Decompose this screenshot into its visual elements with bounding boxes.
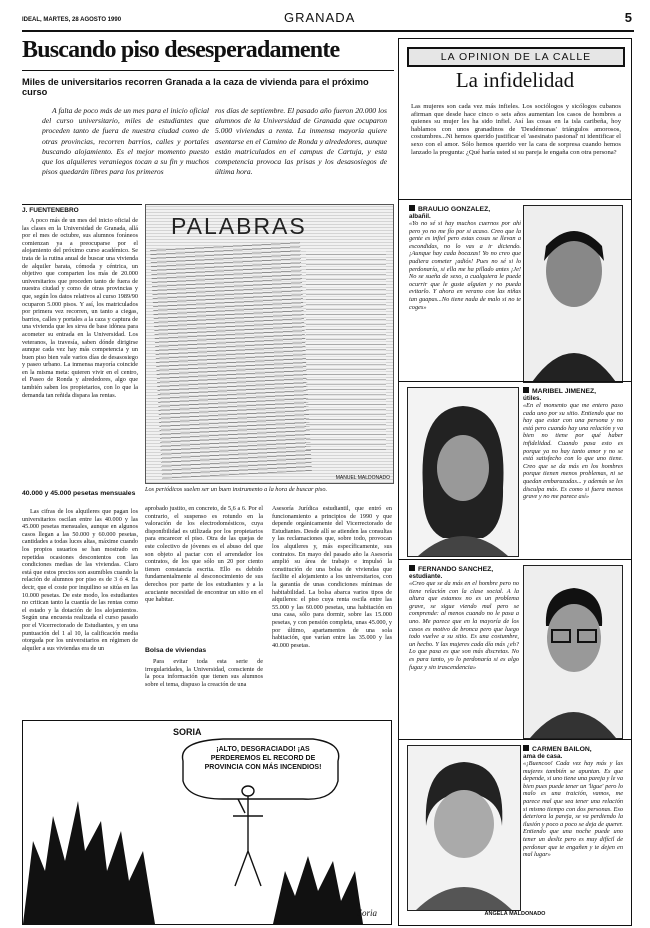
person-2-job: útiles. (523, 395, 542, 402)
photo-credit: MANUEL MALDONADO (335, 475, 390, 481)
fire-flames-right-icon (273, 856, 363, 924)
newspaper-photo (145, 204, 394, 484)
person-2-photo (407, 387, 519, 557)
divider (399, 381, 631, 382)
divider (399, 739, 631, 740)
page-number: 5 (624, 10, 632, 25)
section-name: GRANADA (284, 10, 356, 25)
bubble-tail-icon (238, 799, 245, 813)
person-1-name: BRAULIO GONZALEZ, (418, 206, 491, 213)
person-3-job: estudiante. (409, 573, 443, 580)
cartoon-label: SORIA (173, 727, 202, 737)
opinion-credit: ANGELA MALDONADO (484, 911, 546, 917)
photo-caption: Los periódicos suelen ser un buen instrumento a la hora de buscar piso. (145, 486, 328, 493)
fire-flames-icon (23, 801, 155, 924)
person-1 (409, 205, 521, 386)
body-col1: A poco más de un mes del inicio oficial de las clases en la Universidad de Granada, allá por el mes de octubre, sus alumnos foráneos comienzan ya a preocuparse por el alojamiento del próximo curso académico. Se trata de la rutina anual de buscar una vivienda de alquiler barata, cómoda y céntrica, un objetivo que comparten los más de 20.000 universitarios que proceden tanto de fuera de nuestra ciudad y como de otras provincias y que, según los datos relativos al curso 1989/90 ocuparon 5.000 pisos. Y así, los matriculados por primera vez recorren, un tanto a ciegas, barrios, calles y portales a la caza y captura de una vivienda que les sirva de base idónea para acometer su entrada en la Universidad. Los veteranos, la travesía, saben dónde dirigirse aunque cada vez hay más competencia y un buen piso bien vale varios días de desasosiego y paseo urbano. La inmensa mayoría coincide en la misma meta: quieren vivir en el centro, el Paseo de Ronda y alrededores, algo que también saben los propietarios, con lo que la demanda tan reñida dispara las rentas. (22, 217, 138, 399)
bullet-icon (409, 205, 415, 211)
person-1-quote: «Yo no sé si hay muchos cuernos por ahí pero yo no me fío por si acaso. Creo que la gente es infiel pero estas cosas se llevan a escondidas, no lo vas a ir diciendo. ¡Aunque hay cada bocazas! Yo no creo que pudiera cometer ¡adiós! Pues no sé si lo perdonaría, si ella me ha pillado antes ¡Je! No se sueña de sexo, a cualquiera le puede ocurrir que le guste alguien y no pueda evitarlo. Y ahora en verano con las niñas tan guapas...No tiene nada de malo si no te coges» (409, 220, 521, 311)
photo-headline: PALABRAS (171, 213, 307, 239)
body-col2b: Para evitar toda esta serie de irregularidades, la Universidad, consciente de la poca información que tienen sus alumnos sobre el tema, dispuso la creación de una (145, 658, 263, 688)
person-1-photo (523, 205, 623, 383)
page-header (22, 10, 634, 32)
person-3-photo (523, 565, 623, 739)
lead-col2: ros días de septiembre. El pasado año fueron 20.000 los alumnos de la Universidad de Granada que ocuparon 5.000 viviendas a renta. La inmensa mayoría quiere asentarse en el Camino de Ronda y alrededores, aunque están matriculados en el campus de Cartuja, y esta competencia provoca las prisas y los desasosiegos de última hora. (215, 106, 387, 177)
subhead-rents: 40.000 y 45.000 pesetas mensuales (22, 490, 136, 497)
portrait-icon (524, 566, 622, 738)
portrait-icon (408, 746, 520, 910)
opinion-box (398, 38, 632, 926)
title-rule (22, 70, 394, 71)
portrait-icon (408, 388, 518, 556)
bullet-icon (523, 387, 529, 393)
opinion-intro: Las mujeres son cada vez más infieles. Los sociólogos y sicólogos cubanos afirman que desde hace cinco o seis años aumentan los casos de hombres a quienes su mujer les ha sido infiel. Así las cosas en la isla caribeña, hoy hablamos con unos granadinos de 'Desdémonas' triángulos amorosos, costumbres...Ni hemos querido justificar el 'asesinato pasional' ni identificar el sexo con el amor. Sólo hemos querido ver la cara de sorpresa cuando hemos lanzado la pregunta: ¿Qué haría usted si su pareja le engaña con otra persona? (411, 103, 621, 156)
character-body-icon (233, 796, 263, 886)
divider (399, 559, 631, 560)
person-2 (523, 387, 623, 572)
opinion-header: LA OPINION DE LA CALLE (407, 47, 625, 67)
person-3-quote: «Creo que se da más en el hombre pero no tiene relación con la clase social. A la altura que estamos no es un problema grave, se sigue viendo mal pero se comprende: al menos cuando no le pasa a uno. Me parece que en la mayoría de los casos es motivo de bronca pero que luego todo vuelve a su sitio. Es una costumbre, un hecho. Y las mujeres cada día más ¿eh? Lo que pasa es que son más discretas. No es para tanto, yo lo perdonaría si es algo fugaz y sin trascendencia» (409, 580, 519, 671)
person-4-quote: «¡Buencoo! Cada vez hay más y las mujeres también se apuntan. Es que depende, si uno tiene una pareja y le va bien pues puede tener un 'ligue' pero lo malo es una traición, vamos, me parece mal que sea tener una relación si mismo tiempo con dos personas. Eso deteriora la pareja, se va perdiendo la ilusión y poco a poco se deja de querer. Entiendo que una noche puede uno tener un desliz pero es muy difícil de perdonar que te engañen y te dejen en mal lugar» (523, 760, 623, 859)
person-3-name: FERNANDO SANCHEZ, (418, 566, 494, 573)
cartoon-signature: Soria (357, 908, 377, 918)
byline: J. FUENTENEBRO (22, 204, 142, 214)
classified-columns-right (306, 250, 386, 450)
cartoon-speech: ¡ALTO, DESGRACIADO! ¡AS PERDEREMOS EL RECORD DE PROVINCIA CON MÁS INCENDIOS! (204, 746, 322, 771)
portrait-icon (524, 206, 622, 382)
person-3 (409, 565, 519, 748)
classified-columns (150, 241, 312, 479)
article-title: Buscando piso desesperadamente (22, 37, 340, 63)
bullet-icon (409, 565, 415, 571)
person-2-name: MARIBEL JIMENEZ, (532, 388, 597, 395)
bullet-icon (523, 745, 529, 751)
article-subtitle: Miles de universitarios recorren Granada a la caza de vivienda para el próximo curso (22, 77, 369, 97)
person-2-quote: «En el momento que me entero paso cada uno por su sitio. Entiendo que no hay que estar con una persona y no está pero cuando hay una relación y va bien no tiene por qué haber infidelidad. Cuando pasa esto es porque ya no hay tanto amor y no se está satisfecho con lo que uno tiene. Creo que se da más en los hombres porque tienen menos problemas, ni se quedan embarazadas... y además se les disculpa más. Es como si fuera menos grave y no me parece así» (523, 402, 623, 501)
person-4-photo (407, 745, 521, 911)
person-4-name: CARMEN BAILON, (532, 746, 592, 753)
lead-col1: A falta de poco más de un mes para el inicio oficial del curso universitario, miles de estudiantes que proceden tanto de fuera de nuestra ciudad como de otras provincias, recorren barrios, calles y portales buscando alojamiento. Es el mejor momento puesto que los alquileres veraniegos tocan a su fin y muchos pisos quedarán libres para los primeros (42, 106, 209, 177)
body-col3: Asesoría Jurídica estudiantil, que entró en funcionamiento a principios de 1990 y que depende orgánicamente del Vicerrectorado de Estudiantes. Desde allí se atienden las consultas y las reclamaciones que, sobre todo, provocan los alquileres y, más específicamente, sus contratos. En mayo del pasado año la Asesoría amplió su área de trabajo e impulsó la constitución de una bolsa de viviendas que facilite el alojamiento a los universitarios, con la garantía de unas condiciones mínimas de habitabilidad. La bolsa abarca varios tipos de alquileres: el piso cuya renta oscila entre las 55.000 y las 60.000 pesetas, una habitación en una casa, sólo para dormir, sobre las 15.000 pesetas, y con pensión completa, unas 45.000, y por último, apartamentos de una sola habitación, que varían entre las 35.000 y las 40.000 pesetas. (272, 505, 392, 649)
body-col1b: Las cifras de los alquileres que pagan los universitarios oscilan entre las 40.000 y las 45.000 pesetas mensuales, aunque en algunos casos llegan a las 50.000 y 60.000 pesetas, cantidades a todas luces altas, máxime cuando los propios usuarios se han mostrado en repetidas ocasiones descontentos con las condiciones medias de las viviendas. Claro está que estos precios son asumibles cuando la relación de alumnos por piso es de 3 ó 4. Es decir, que el coste por inquilino se sitúa en las 10.000 pesetas. De este modo, los estudiantes no critican tanto la cuantía de las rentas como el estado y la dotación de los alojamientos. Según una encuesta realizada el curso pasado por el Vicerrectorado de Estudiantes, y en una puntuación del 1 al 10, la calificación media otorgada por los universitarios en régimen de alquiler a sus viviendas era de un (22, 508, 138, 652)
person-1-job: albañil. (409, 213, 431, 220)
cartoon-panel (22, 720, 392, 925)
opinion-title: La infidelidad (455, 68, 575, 92)
date-line: IDEAL, MARTES, 28 AGOSTO 1990 (22, 17, 122, 23)
divider (399, 199, 631, 200)
body-col2: aprobado justito, en concreto, de 5,6 a 6. Por el contrario, el suspenso es rotundo en la valoración de los electrodomésticos, cuya disponibilidad es utilizada por los propietarios para encarecer el piso. Otra de las quejas de este colectivo de jóvenes es el abuso del que son objeto al pactar con el arrendador los contratos, de los que sólo un 20 por ciento tienen constancia escrita. Ello es debido fundamentalmente al desconocimiento de sus derechos por parte de los estudiantes y a la acuciante necesidad de encontrar un sitio en el que habitar. (145, 505, 263, 604)
person-4-job: ama de casa. (523, 753, 563, 760)
subhead-bolsa: Bolsa de viviendas (145, 647, 207, 654)
person-4 (523, 745, 623, 910)
character-head-icon (242, 786, 254, 796)
